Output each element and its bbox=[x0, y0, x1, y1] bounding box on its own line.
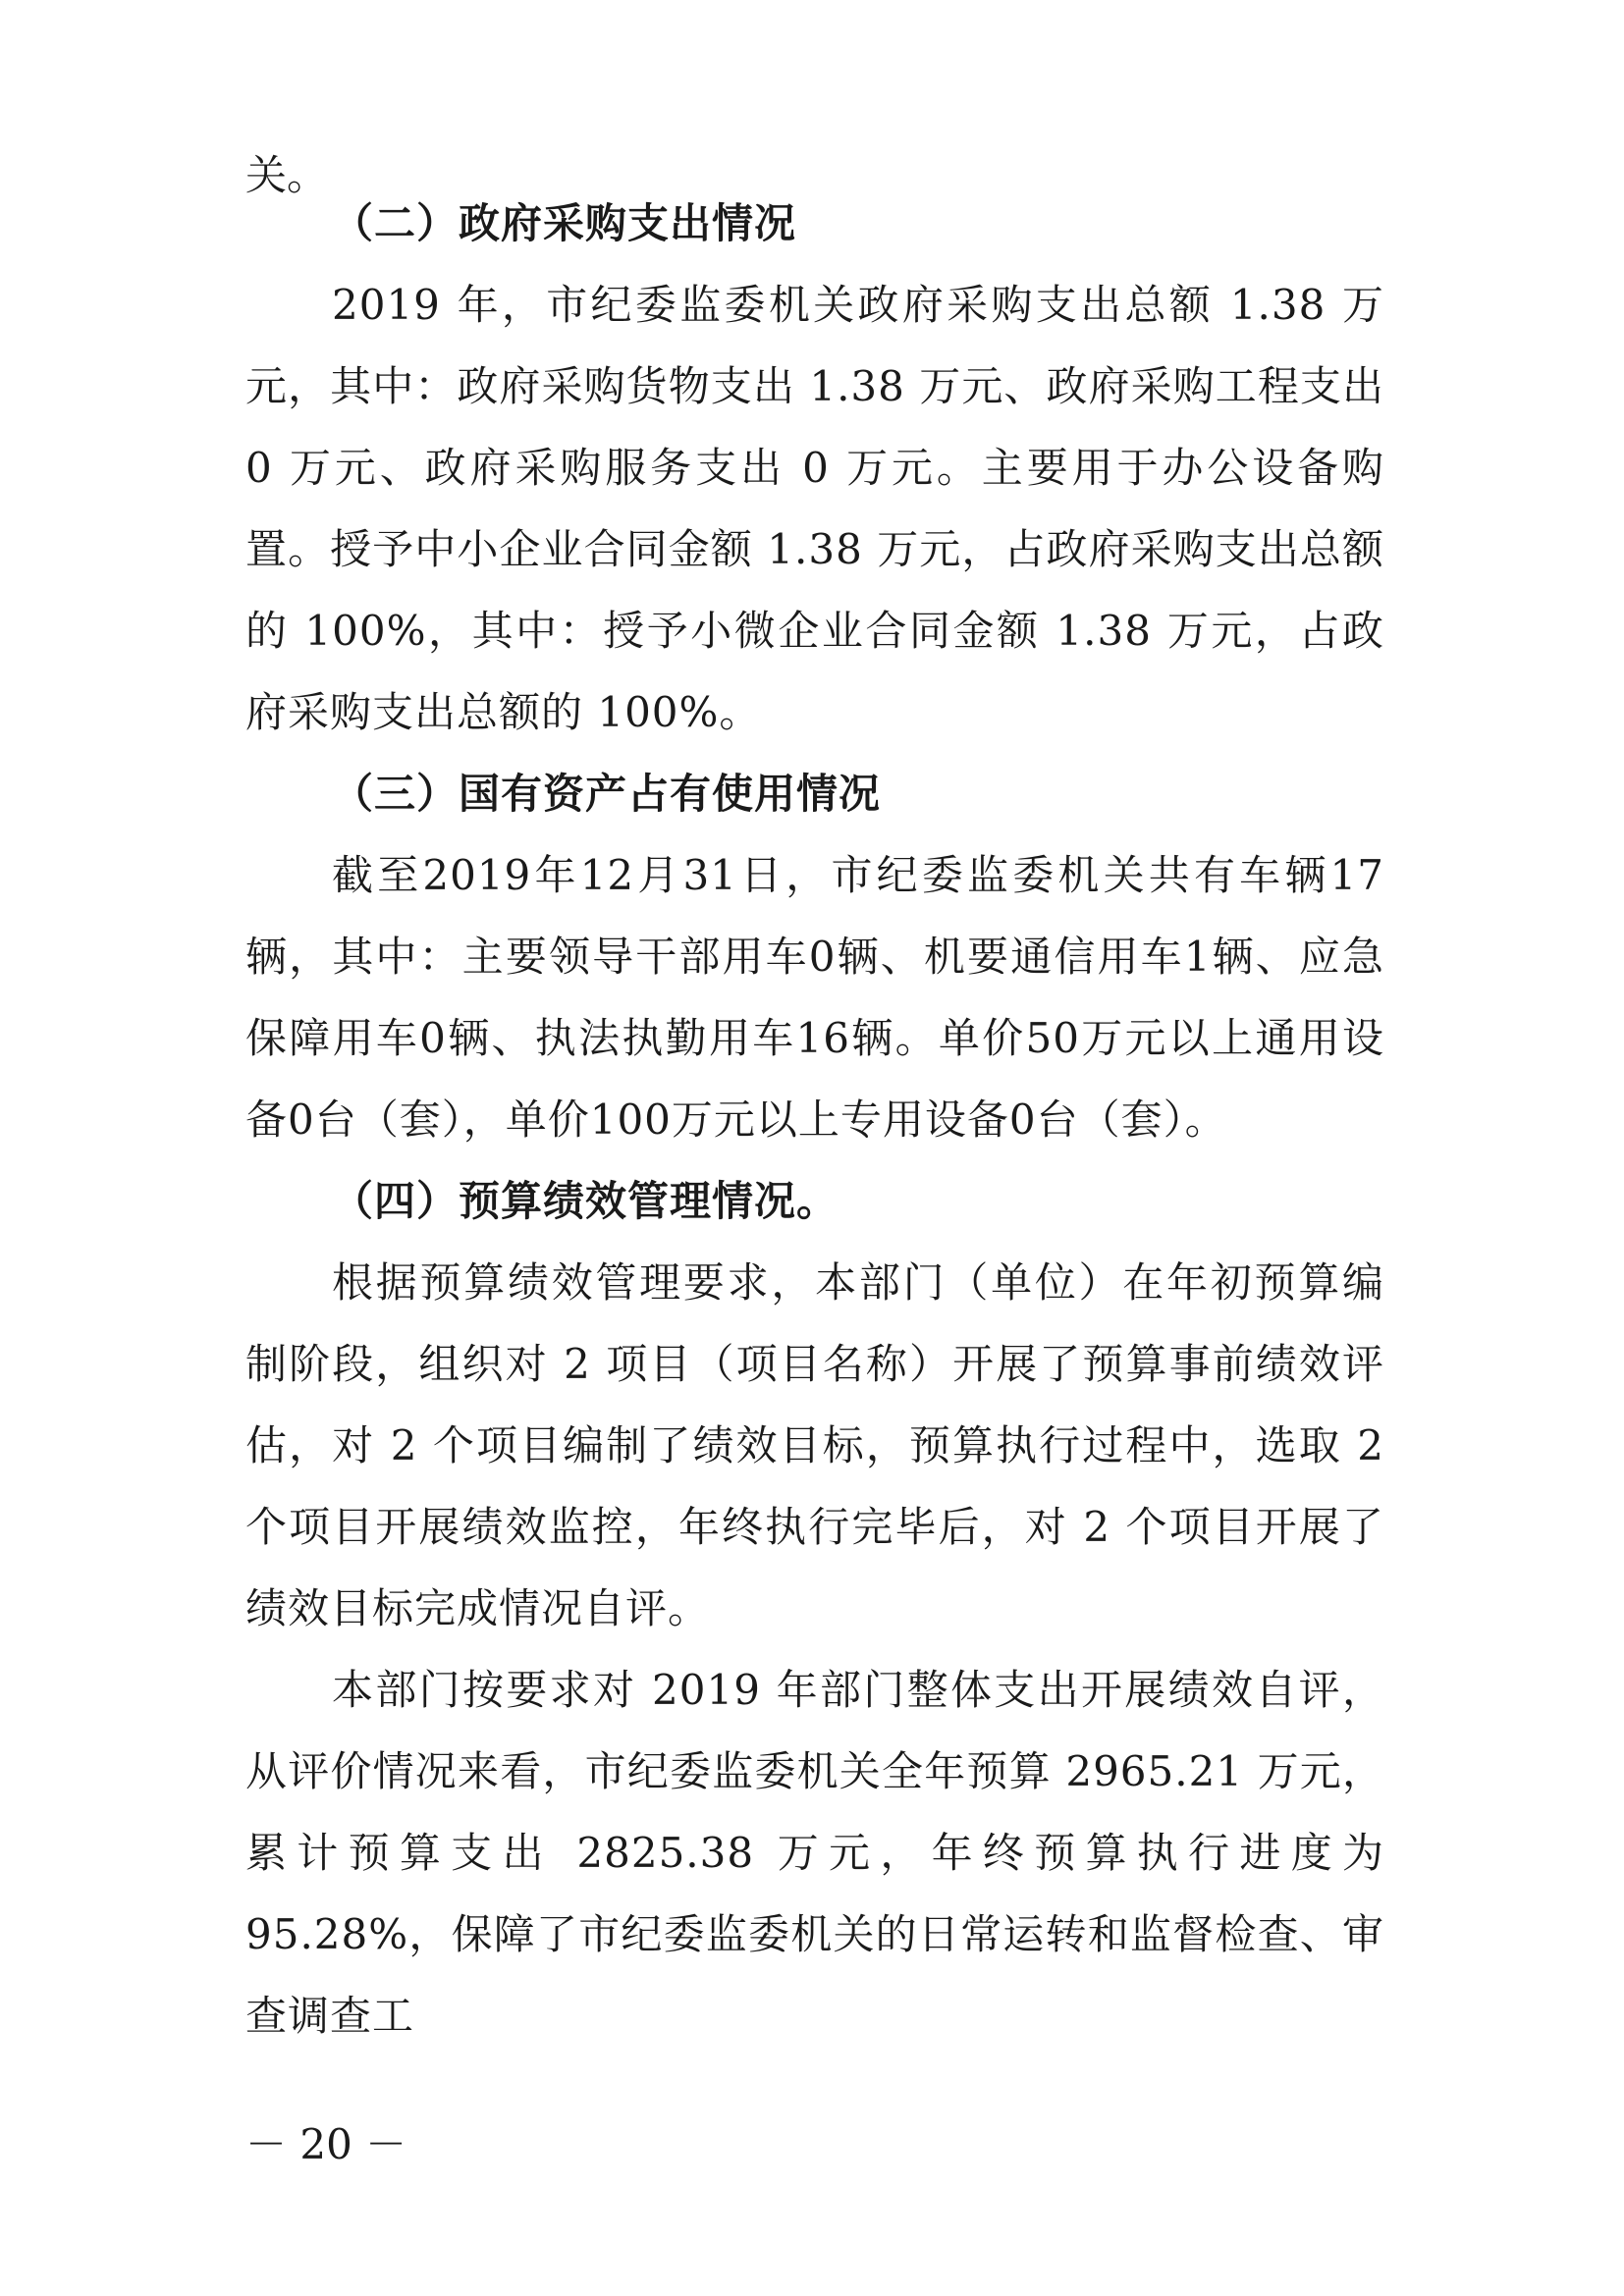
page-number: － 20 － bbox=[245, 2120, 407, 2168]
paragraph-procurement: 2019 年，市纪委监委机关政府采购支出总额 1.38 万元，其中：政府采购货物支出 1.38 万元、政府采购工程支出 0 万元、政府采购服务支出 0 万元。主要用于办公设备购置。授予中小企业合同金额 1.38 万元，占政府采购支出总额的 100%，其中：授予小微企业合同金额 1.38 万元，占政府采购支出总额的 100%。 bbox=[245, 281, 1384, 736]
section-heading-assets: （三）国有资产占有使用情况 bbox=[332, 770, 882, 818]
body-text bbox=[245, 183, 1384, 2056]
paragraph-performance-2: 本部门按要求对 2019 年部门整体支出开展绩效自评，从评价情况来看，市纪委监委机关全年预算 2965.21 万元，累计预算支出 2825.38 万元，年终预算执行进度为 95.28%，保障了市纪委监委机关的日常运转和监督检查、审查调查工 bbox=[245, 1666, 1384, 2040]
carryover-fragment: 关。 bbox=[245, 151, 329, 199]
paragraph-performance-1: 根据预算绩效管理要求，本部门（单位）在年初预算编制阶段，组织对 2 项目（项目名称）开展了预算事前绩效评估，对 2 个项目编制了绩效目标，预算执行过程中，选取 2 个项目开展绩效监控，年终执行完毕后，对 2 个项目开展了绩效目标完成情况自评。 bbox=[245, 1258, 1384, 1632]
paragraph-assets: 截至2019年12月31日，市纪委监委机关共有车辆17辆，其中：主要领导干部用车0辆、机要通信用车1辆、应急保障用车0辆、执法执勤用车16辆。单价50万元以上通用设备0台（套），单价100万元以上专用设备0台（套）。 bbox=[245, 851, 1384, 1144]
section-heading-performance: （四）预算绩效管理情况。 bbox=[332, 1177, 839, 1225]
section-heading-procurement: （二）政府采购支出情况 bbox=[332, 199, 797, 247]
